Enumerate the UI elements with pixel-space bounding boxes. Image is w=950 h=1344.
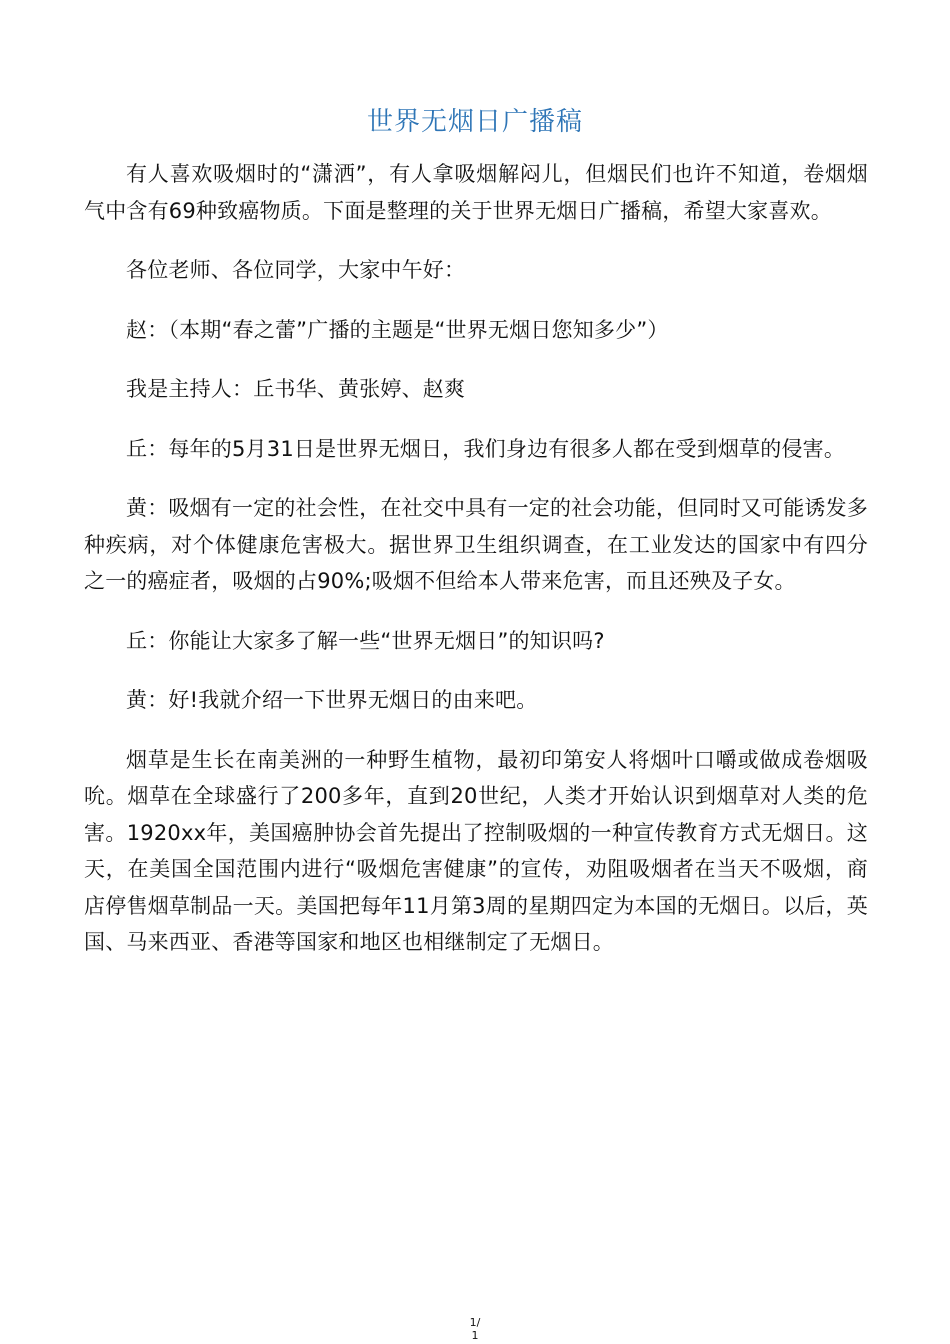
paragraph-huang-1: 黄：吸烟有一定的社会性，在社交中具有一定的社会功能，但同时又可能诱发多种疾病，对个体健康危害极大。据世界卫生组织调查，在工业发达的国家中有四分之一的癌症者，吸烟的占90%;吸烟不但给本人带来危害，而且还殃及子女。 (84, 496, 868, 593)
paragraph-qiu-1: 丘：每年的5月31日是世界无烟日，我们身边有很多人都在受到烟草的侵害。 (126, 436, 846, 461)
paragraph-intro: 有人喜欢吸烟时的“潇洒”，有人拿吸烟解闷儿，但烟民们也许不知道，卷烟烟气中含有69种致癌物质。下面是整理的关于世界无烟日广播稿，希望大家喜欢。 (84, 162, 868, 223)
paragraph-huang-2: 黄：好!我就介绍一下世界无烟日的由来吧。 (126, 688, 538, 712)
page-number-line2: 1 (471, 1329, 479, 1342)
paragraph-theme: 赵：（本期“春之蕾”广播的主题是“世界无烟日您知多少”） (126, 317, 669, 342)
paragraph-hosts: 我是主持人：丘书华、黄张婷、赵爽 (126, 377, 466, 401)
page-number-line1: 1/ (469, 1316, 481, 1329)
paragraph-qiu-2: 丘：你能让大家多了解一些“世界无烟日”的知识吗? (126, 628, 605, 653)
document-title: 世界无烟日广播稿 (366, 107, 583, 137)
page-number (0, 1316, 950, 1342)
paragraph-greeting: 各位老师、各位同学，大家中午好： (126, 258, 466, 282)
document-body (84, 156, 868, 984)
paragraph-history: 烟草是生长在南美洲的一种野生植物，最初印第安人将烟叶口嚼或做成卷烟吸吮。烟草在全球盛行了200多年，直到20世纪，人类才开始认识到烟草对人类的危害。1920xx年，美国癌肿协会首先提出了控制吸烟的一种宣传教育方式无烟日。这天，在美国全国范围内进行“吸烟危害健康”的宣传，劝阻吸烟者在当天不吸烟，商店停售烟草制品一天。美国把每年11月第3周的星期四定为本国的无烟日。以后，英国、马来西亚、香港等国家和地区也相继制定了无烟日。 (84, 747, 868, 954)
